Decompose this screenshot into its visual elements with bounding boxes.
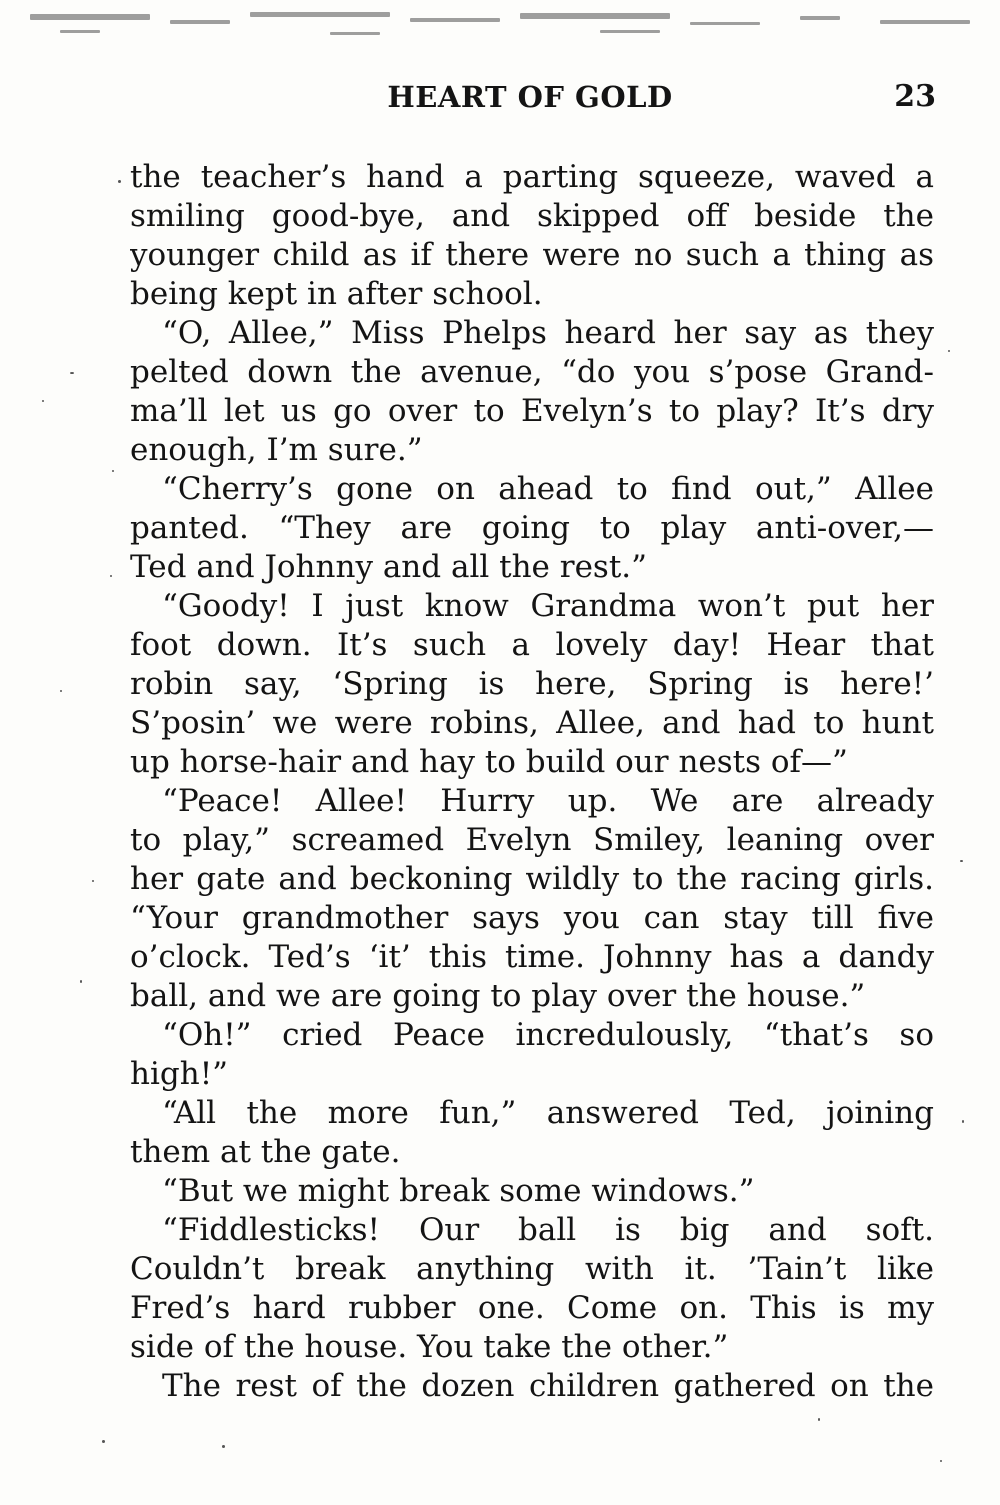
text-line: smiling good-bye, and skipped off beside the [130, 198, 934, 234]
text-line: panted. “They are going to play anti-over,— [130, 510, 934, 546]
text-line: “All the more fun,” answered Ted, joining [162, 1095, 934, 1131]
text-line: “Cherry’s gone on ahead to find out,” Allee [162, 471, 934, 507]
page-number: 23 [894, 79, 936, 114]
text-line: foot down. It’s such a lovely day! Hear that [130, 627, 934, 663]
text-line: Fred’s hard rubber one. Come on. This is my [130, 1290, 934, 1326]
text-line: pelted down the avenue, “do you s’pose Grand- [130, 354, 934, 390]
text-line: younger child as if there were no such a thing as [130, 237, 934, 273]
text-line: S’posin’ we were robins, Allee, and had to hunt [130, 705, 934, 741]
text-line: ball, and we are going to play over the house.” [130, 978, 866, 1014]
text-line: The rest of the dozen children gathered on the [162, 1368, 934, 1404]
text-line: up horse-hair and hay to build our nests of—” [130, 744, 848, 780]
text-line: “Peace! Allee! Hurry up. We are already [162, 783, 934, 819]
text-line: high!” [130, 1056, 228, 1092]
text-line: enough, I’m sure.” [130, 432, 423, 468]
text-line: the teacher’s hand a parting squeeze, waved a [130, 159, 934, 195]
text-line: “Oh!” cried Peace incredulously, “that’s so [162, 1017, 934, 1053]
text-line: “O, Allee,” Miss Phelps heard her say as they [162, 315, 934, 351]
text-line: them at the gate. [130, 1134, 401, 1170]
text-line: “Your grandmother says you can stay till five [130, 900, 934, 936]
text-line: “Goody! I just know Grandma won’t put her [162, 588, 934, 624]
text-line: ma’ll let us go over to Evelyn’s to play? It’s dry [130, 393, 934, 429]
running-head [0, 78, 1000, 118]
body-text [130, 158, 934, 1406]
text-line: robin say, ‘Spring is here, Spring is here!’ [130, 666, 934, 702]
text-line: being kept in after school. [130, 276, 543, 312]
text-line: her gate and beckoning wildly to the racing girls. [130, 861, 934, 897]
text-line: o’clock. Ted’s ‘it’ this time. Johnny has a dandy [130, 939, 934, 975]
scan-noise-band [0, 0, 1000, 60]
text-line: Ted and Johnny and all the rest.” [130, 549, 647, 585]
text-line: “Fiddlesticks! Our ball is big and soft. [162, 1212, 934, 1248]
text-line: side of the house. You take the other.” [130, 1329, 729, 1365]
text-line: “But we might break some windows.” [162, 1173, 755, 1209]
text-line: to play,” screamed Evelyn Smiley, leaning over [130, 822, 934, 858]
text-line: Couldn’t break anything with it. ’Tain’t like [130, 1251, 934, 1287]
running-title: HEART OF GOLD [387, 80, 673, 114]
